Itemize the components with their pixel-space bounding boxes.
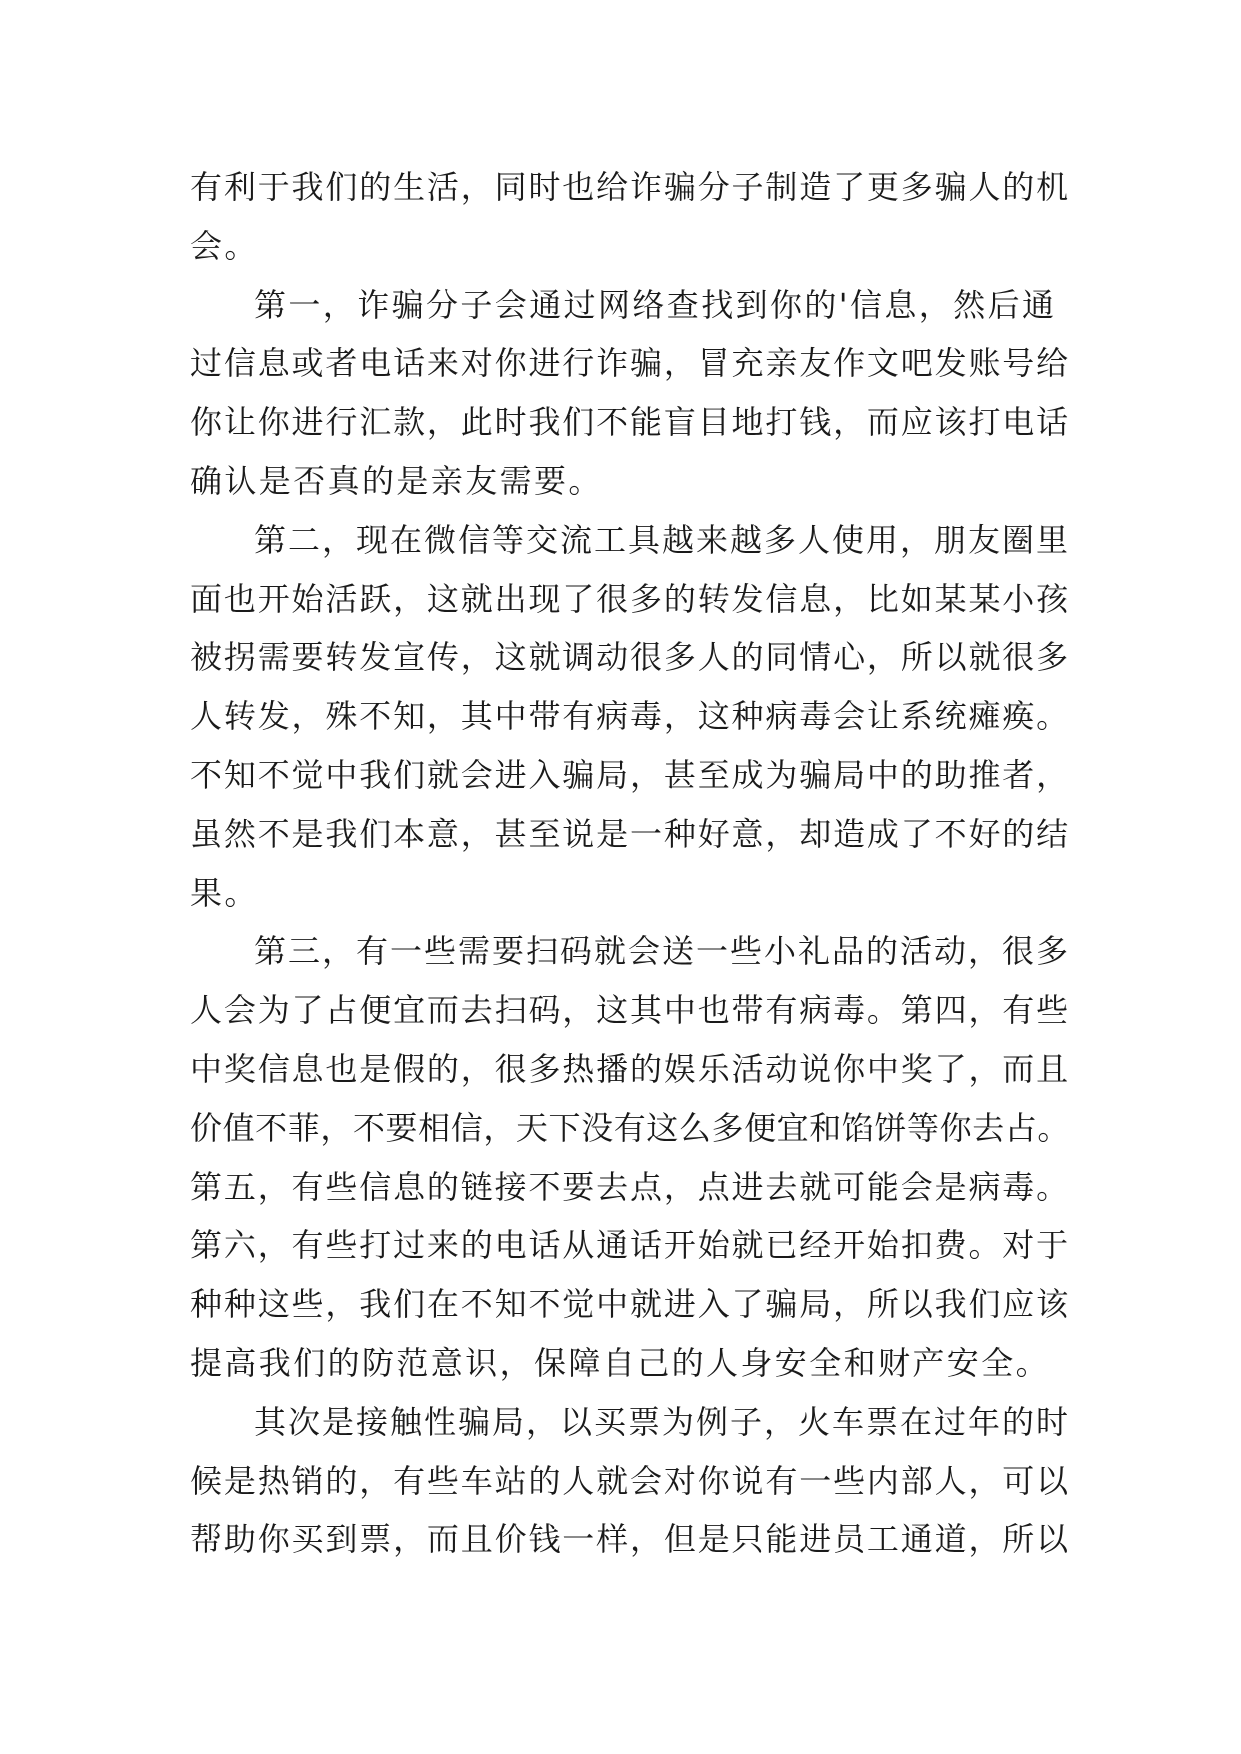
text-line: 不知不觉中我们就会进入骗局，甚至成为骗局中的助推者，: [190, 755, 1070, 794]
paragraph-first-line: 其次是接触性骗局，以买票为例子，火车票在过年的时: [254, 1402, 1070, 1441]
document-body: [190, 158, 1070, 1569]
text-line: 帮助你买到票，而且价钱一样，但是只能进员工通道，所以: [190, 1520, 1070, 1559]
text-line: 候是热销的，有些车站的人就会对你说有一些内部人，可以: [190, 1461, 1070, 1500]
text-line: 第五，有些信息的链接不要去点，点进去就可能会是病毒。: [190, 1167, 1070, 1206]
text-line: 第六，有些打过来的电话从通话开始就已经开始扣费。对于: [190, 1226, 1070, 1265]
text-line: 你让你进行汇款，此时我们不能盲目地打钱，而应该打电话: [190, 403, 1070, 442]
text-line: 过信息或者电话来对你进行诈骗，冒充亲友作文吧发账号给: [190, 344, 1070, 383]
text-line: 价值不菲，不要相信，天下没有这么多便宜和馅饼等你去占。: [190, 1108, 1070, 1147]
text-line: 果。: [190, 873, 259, 912]
text-line: 种种这些，我们在不知不觉中就进入了骗局，所以我们应该: [190, 1285, 1070, 1324]
text-line: 会。: [190, 226, 259, 265]
paragraph-first-line: 第二，现在微信等交流工具越来越多人使用，朋友圈里: [254, 520, 1070, 559]
text-line: 确认是否真的是亲友需要。: [190, 461, 603, 500]
text-line: 有利于我们的生活，同时也给诈骗分子制造了更多骗人的机: [190, 168, 1070, 206]
text-line: 面也开始活跃，这就出现了很多的转发信息，比如某某小孩: [190, 579, 1070, 618]
text-line: 人转发，殊不知，其中带有病毒，这种病毒会让系统瘫痪。: [190, 697, 1070, 736]
text-line: 提高我们的防范意识，保障自己的人身安全和财产安全。: [190, 1343, 1051, 1382]
text-line: 中奖信息也是假的，很多热播的娱乐活动说你中奖了，而且: [190, 1049, 1070, 1088]
text-line: 虽然不是我们本意，甚至说是一种好意，却造成了不好的结: [190, 814, 1070, 853]
paragraph-first-line: 第三，有一些需要扫码就会送一些小礼品的活动，很多: [254, 932, 1070, 971]
text-line: 人会为了占便宜而去扫码，这其中也带有病毒。第四，有些: [190, 991, 1070, 1030]
text-line: 被拐需要转发宣传，这就调动很多人的同情心，所以就很多: [190, 638, 1070, 677]
paragraph-first-line: 第一，诈骗分子会通过网络查找到你的'信息，然后通: [254, 285, 1057, 324]
